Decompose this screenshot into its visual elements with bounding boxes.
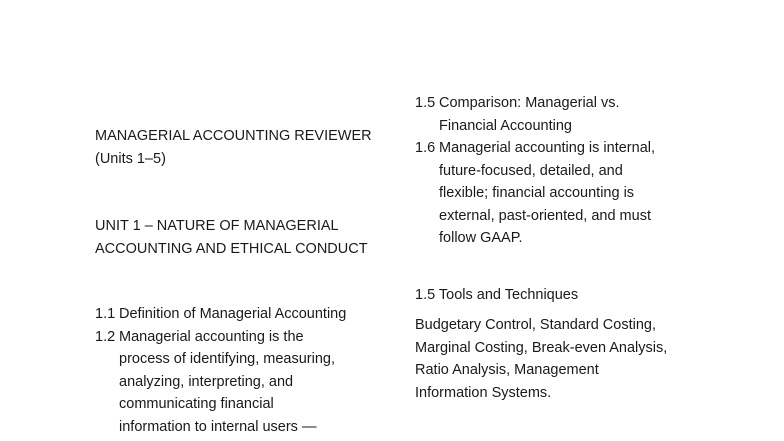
item-text	[439, 92, 715, 137]
unit-heading	[95, 215, 395, 260]
paragraph-line: Information Systems.	[415, 384, 552, 401]
list-item	[415, 92, 715, 137]
item-line: Definition of Managerial Accounting	[119, 306, 347, 322]
item-line: external, past-oriented, and must	[439, 207, 651, 224]
item-line: follow GAAP.	[439, 230, 523, 246]
item-number: 1.6	[415, 140, 436, 156]
paragraph-line: Budgetary Control, Standard Costing,	[415, 317, 656, 333]
item-number: 1.1	[95, 306, 116, 322]
item-line: flexible; financial accounting is	[439, 185, 635, 201]
item-text	[439, 137, 715, 250]
item-line: communicating financial	[119, 396, 274, 412]
item-line: analyzing, interpreting, and	[119, 373, 294, 390]
item-text	[119, 326, 395, 439]
title-line-2: (Units 1–5)	[95, 150, 166, 167]
unit-heading-line-1: UNIT 1 – NATURE OF MANAGERIAL	[95, 218, 339, 234]
tools-paragraph	[415, 314, 715, 404]
title-line-1: MANAGERIAL ACCOUNTING REVIEWER	[95, 128, 372, 144]
list-item	[415, 137, 715, 250]
item-number: 1.2	[95, 328, 116, 345]
left-column	[95, 125, 395, 438]
item-line: Comparison: Managerial vs.	[439, 95, 620, 111]
list-item	[95, 326, 395, 439]
item-line: future-focused, detailed, and	[439, 162, 623, 179]
item-number: 1.5	[415, 95, 436, 111]
paragraph-line: Marginal Costing, Break-even Analysis,	[415, 339, 668, 356]
item-text	[119, 303, 395, 326]
document-title	[95, 125, 395, 170]
tools-heading: 1.5 Tools and Techniques	[415, 286, 579, 303]
item-line: process of identifying, measuring,	[119, 351, 335, 367]
list-item	[95, 303, 395, 326]
item-line: information to internal users —	[119, 418, 317, 435]
right-column	[415, 92, 715, 404]
unit-heading-line-2: ACCOUNTING AND ETHICAL CONDUCT	[95, 240, 368, 257]
item-line: Managerial accounting is internal,	[439, 140, 656, 156]
item-line: Financial Accounting	[439, 117, 572, 134]
item-line: Managerial accounting is the	[119, 328, 304, 345]
paragraph-line: Ratio Analysis, Management	[415, 362, 599, 378]
